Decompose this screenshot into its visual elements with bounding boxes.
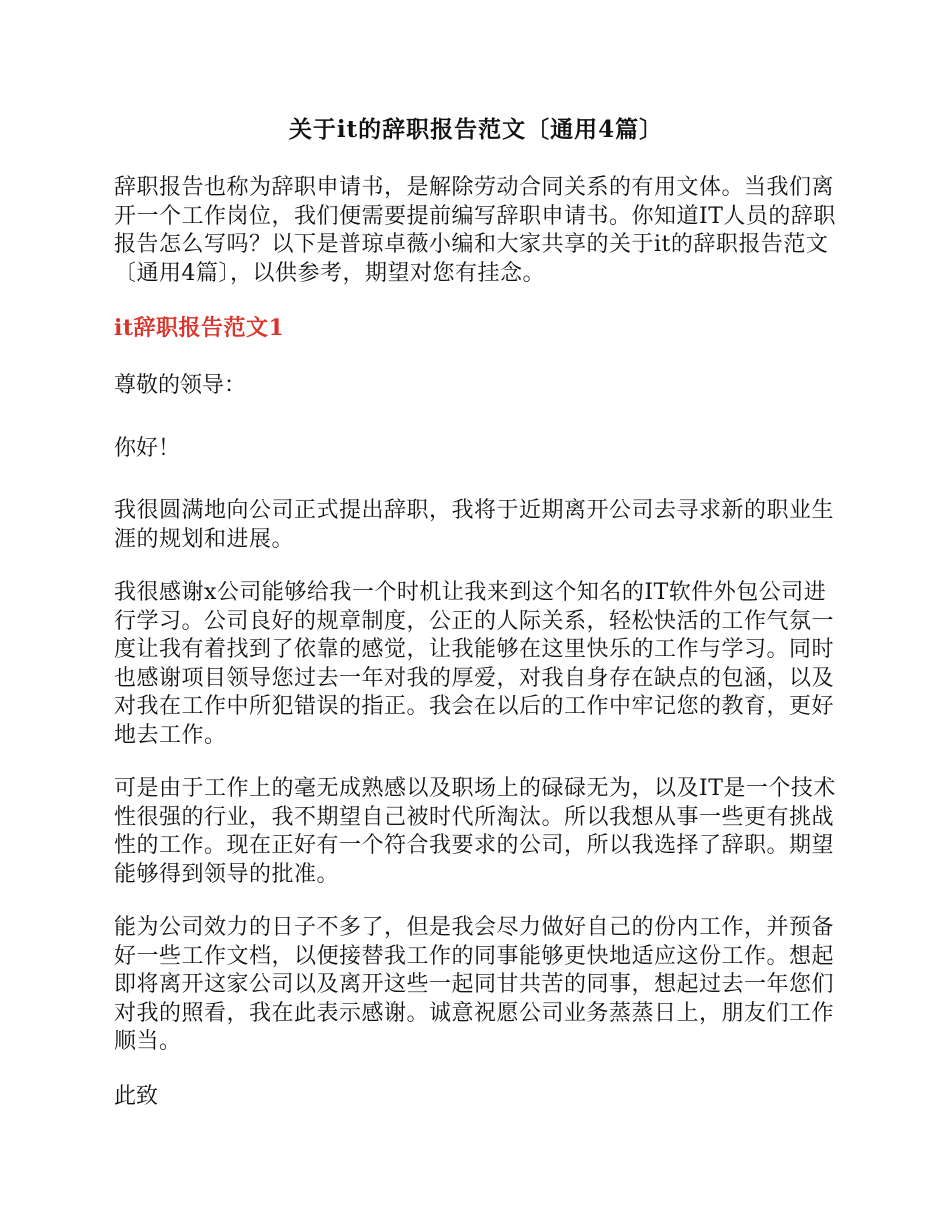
body-paragraph-4: 能为公司效力的日子不多了，但是我会尽力做好自己的份内工作，并预备好一些工作文档，以便接替我工作的同事能够更快地适应这份工作。想起即将离开这家公司以及离开这些一起同甘共苦的同事，想起过去一年您们对我的照看，我在此表示感谢。诚意祝愿公司业务蒸蒸日上，朋友们工作顺当。 [114, 915, 835, 1054]
document-title: 关于it的辞职报告范文〔通用4篇〕 [288, 116, 664, 143]
document-page [114, 112, 838, 1145]
intro-paragraph: 辞职报告也称为辞职申请书，是解除劳动合同关系的有用文体。当我们离开一个工作岗位，我们便需要提前编写辞职申请书。你知道IT人员的辞职报告怎么写吗？以下是普琼卓薇小编和大家共享的关于it的辞职报告范文〔通用4篇〕，以供参考，期望对您有挂念。 [114, 175, 836, 286]
greeting: 你好！ [114, 436, 181, 461]
closing: 此致 [114, 1083, 159, 1109]
body-paragraph-2: 我很感谢x公司能够给我一个时机让我来到这个知名的IT软件外包公司进行学习。公司良好的规章制度，公正的人际关系，轻松快活的工作气氛一度让我有着找到了依靠的感觉，让我能够在这里快乐的工作与学习。同时也感谢项目领导您过去一年对我的厚爱，对我自身存在缺点的包涵，以及对我在工作中所犯错误的指正。我会在以后的工作中牢记您的教育，更好地去工作。 [114, 580, 835, 748]
body-paragraph-1: 我很圆满地向公司正式提出辞职，我将于近期离开公司去寻求新的职业生涯的规划和进展。 [114, 498, 835, 552]
body-paragraph-3: 可是由于工作上的毫无成熟感以及职场上的碌碌无为，以及IT是一个技术性很强的行业，我不期望自己被时代所淘汰。所以我想从事一些更有挑战性的工作。现在正好有一个符合我要求的公司，所以我选择了辞职。期望能够得到领导的批准。 [114, 776, 836, 887]
section-heading: it辞职报告范文1 [114, 315, 285, 341]
salutation: 尊敬的领导： [114, 373, 247, 398]
